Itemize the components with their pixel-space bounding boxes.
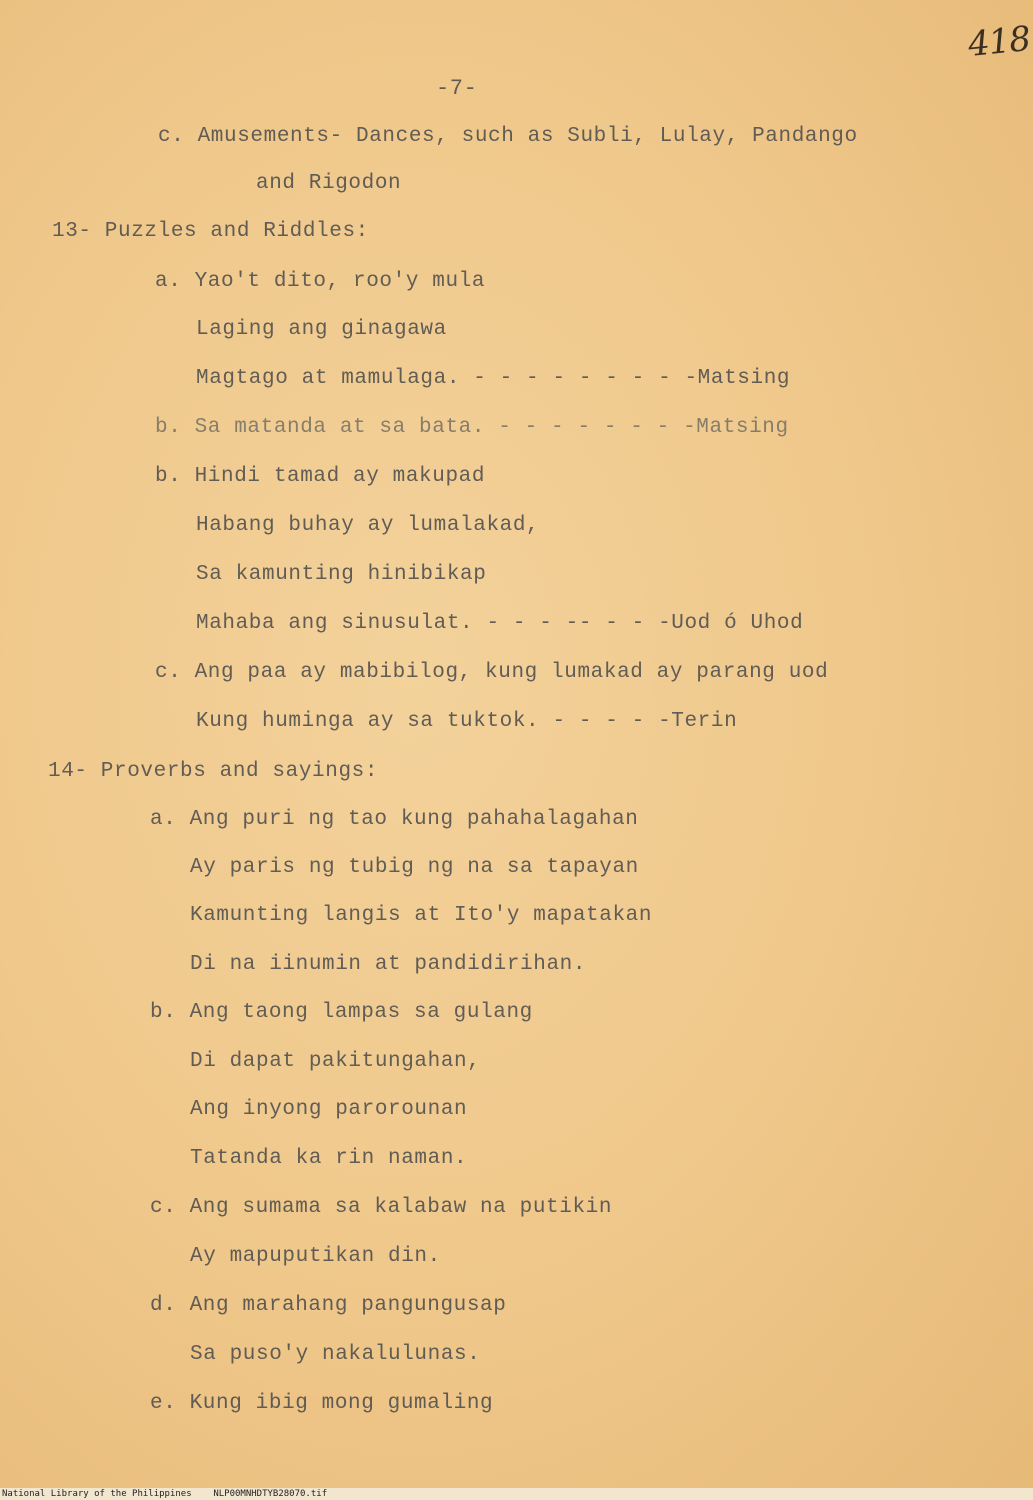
riddle-b-line-4: Mahaba ang sinusulat. - - - -- - - -Uod ó Uhod <box>196 612 804 635</box>
proverb-d-line-2: Sa puso'y nakalulunas. <box>190 1343 481 1366</box>
page-number: -7- <box>436 76 478 101</box>
riddle-a-line-3: Magtago at mamulaga. - - - - - - - - -Matsing <box>196 367 791 390</box>
proverb-b-line-1: b. Ang taong lampas sa gulang <box>150 1001 533 1024</box>
folio-number: 418 <box>966 18 1032 66</box>
proverb-a-line-4: Di na iinumin at pandidirihan. <box>190 953 587 976</box>
amusements-line: c. Amusements- Dances, such as Subli, Lulay, Pandango <box>158 125 858 148</box>
proverb-e-line-1: e. Kung ibig mong gumaling <box>150 1392 494 1415</box>
proverb-a-line-3: Kamunting langis at Ito'y mapatakan <box>190 904 653 927</box>
proverb-d-line-1: d. Ang marahang pangungusap <box>150 1294 507 1317</box>
proverb-b-line-2: Di dapat pakitungahan, <box>190 1050 481 1073</box>
proverb-c-line-1: c. Ang sumama sa kalabaw na putikin <box>150 1196 613 1219</box>
amusements-continuation: and Rigodon <box>256 172 402 195</box>
riddle-b-line-1: b. Hindi tamad ay makupad <box>155 465 486 488</box>
section-heading-proverbs: 14- Proverbs and sayings: <box>48 760 379 783</box>
proverb-c-line-2: Ay mapuputikan din. <box>190 1245 441 1268</box>
scan-footer: National Library of the Philippines NLP00MNHDTYB28070.tif <box>0 1488 1033 1500</box>
riddle-b-line-2: Habang buhay ay lumalakad, <box>196 514 540 537</box>
proverb-a-line-2: Ay paris ng tubig ng na sa tapayan <box>190 856 639 879</box>
riddle-c-line-1: c. Ang paa ay mabibilog, kung lumakad ay parang uod <box>155 661 829 684</box>
proverb-b-line-4: Tatanda ka rin naman. <box>190 1147 468 1170</box>
riddle-a-line-1: a. Yao't dito, roo'y mula <box>155 270 486 293</box>
section-heading-puzzles: 13- Puzzles and Riddles: <box>52 220 369 243</box>
riddle-a-line-4: b. Sa matanda at sa bata. - - - - - - - -Matsing <box>155 416 789 439</box>
proverb-a-line-1: a. Ang puri ng tao kung pahahalagahan <box>150 808 639 831</box>
riddle-c-line-2: Kung huminga ay sa tuktok. - - - - -Terin <box>196 710 738 733</box>
riddle-a-line-2: Laging ang ginagawa <box>196 318 447 341</box>
riddle-b-line-3: Sa kamunting hinibikap <box>196 563 487 586</box>
proverb-b-line-3: Ang inyong parorounan <box>190 1098 468 1121</box>
